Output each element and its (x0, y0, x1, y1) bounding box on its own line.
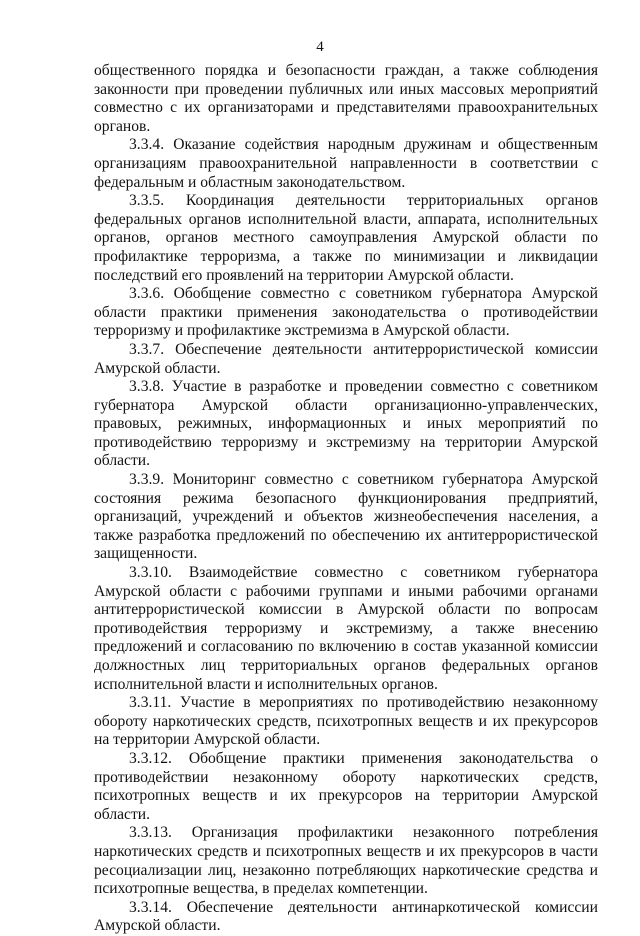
paragraph-3-3-5: 3.3.5. Координация деятельности территориальных органов федеральных органов исполнительной власти, аппарата, исполнительных органов, органов местного самоуправления Амурской области по профилактике терроризма, а также по минимизации и ликвидации последствий его проявлений на территории Амурской области. (94, 192, 598, 284)
paragraph-3-3-14: 3.3.14. Обеспечение деятельности антинаркотической комиссии Амурской области. (94, 898, 598, 935)
page-number: 4 (316, 39, 324, 55)
paragraph-3-3-13: 3.3.13. Организация профилактики незаконного потребления наркотических средств и психотропных веществ и их прекурсоров в части ресоциализации лиц, незаконно потребляющих наркотические средства и психотропные вещества, в пределах компетенции. (94, 824, 598, 898)
paragraph-3-3-7: 3.3.7. Обеспечение деятельности антитеррористической комиссии Амурской области. (94, 340, 598, 377)
paragraph-3-3-6: 3.3.6. Обобщение совместно с советником губернатора Амурской области практики применения законодательства о противодействии терроризму и профилактике экстремизма в Амурской области. (94, 285, 598, 340)
paragraph-3-3-9: 3.3.9. Мониторинг совместно с советником губернатора Амурской состояния режима безопасного функционирования предприятий, организаций, учреждений и объектов жизнеобеспечения населения, а также разработка предложений по обеспечению их антитеррористической защищенности. (94, 471, 598, 563)
paragraph-3-3-8: 3.3.8. Участие в разработке и проведении совместно с советником губернатора Амурской области организационно-управленческих, правовых, режимных, информационных и иных мероприятий по противодействию терроризму и экстремизму на территории Амурской области. (94, 378, 598, 470)
paragraph-3-3-4: 3.3.4. Оказание содействия народным дружинам и общественным организациям правоохранительной направленности в соответствии с федеральным и областным законодательством. (94, 136, 598, 191)
paragraph-3-3-12: 3.3.12. Обобщение практики применения законодательства о противодействии незаконному обороту наркотических средств, психотропных веществ и их прекурсоров на территории Амурской области. (94, 749, 598, 823)
paragraph-continuation: общественного порядка и безопасности граждан, а также соблюдения законности при проведении публичных или иных массовых мероприятий совместно с их организаторами и представителями правоохранительных органов. (94, 62, 598, 135)
paragraph-3-3-10: 3.3.10. Взаимодействие совместно с советником губернатора Амурской области с рабочими группами и иными рабочими органами антитеррористической комиссии в Амурской области по вопросам противодействия терроризму и экстремизму, а также внесению предложений и согласованию по включению в состав указанной комиссии должностных лиц территориальных органов федеральных органов исполнительной власти и исполнительных органов. (94, 564, 598, 693)
paragraph-3-3-11: 3.3.11. Участие в мероприятиях по противодействию незаконному обороту наркотических средств, психотропных веществ и их прекурсоров на территории Амурской области. (94, 694, 598, 749)
document-body (94, 62, 598, 936)
